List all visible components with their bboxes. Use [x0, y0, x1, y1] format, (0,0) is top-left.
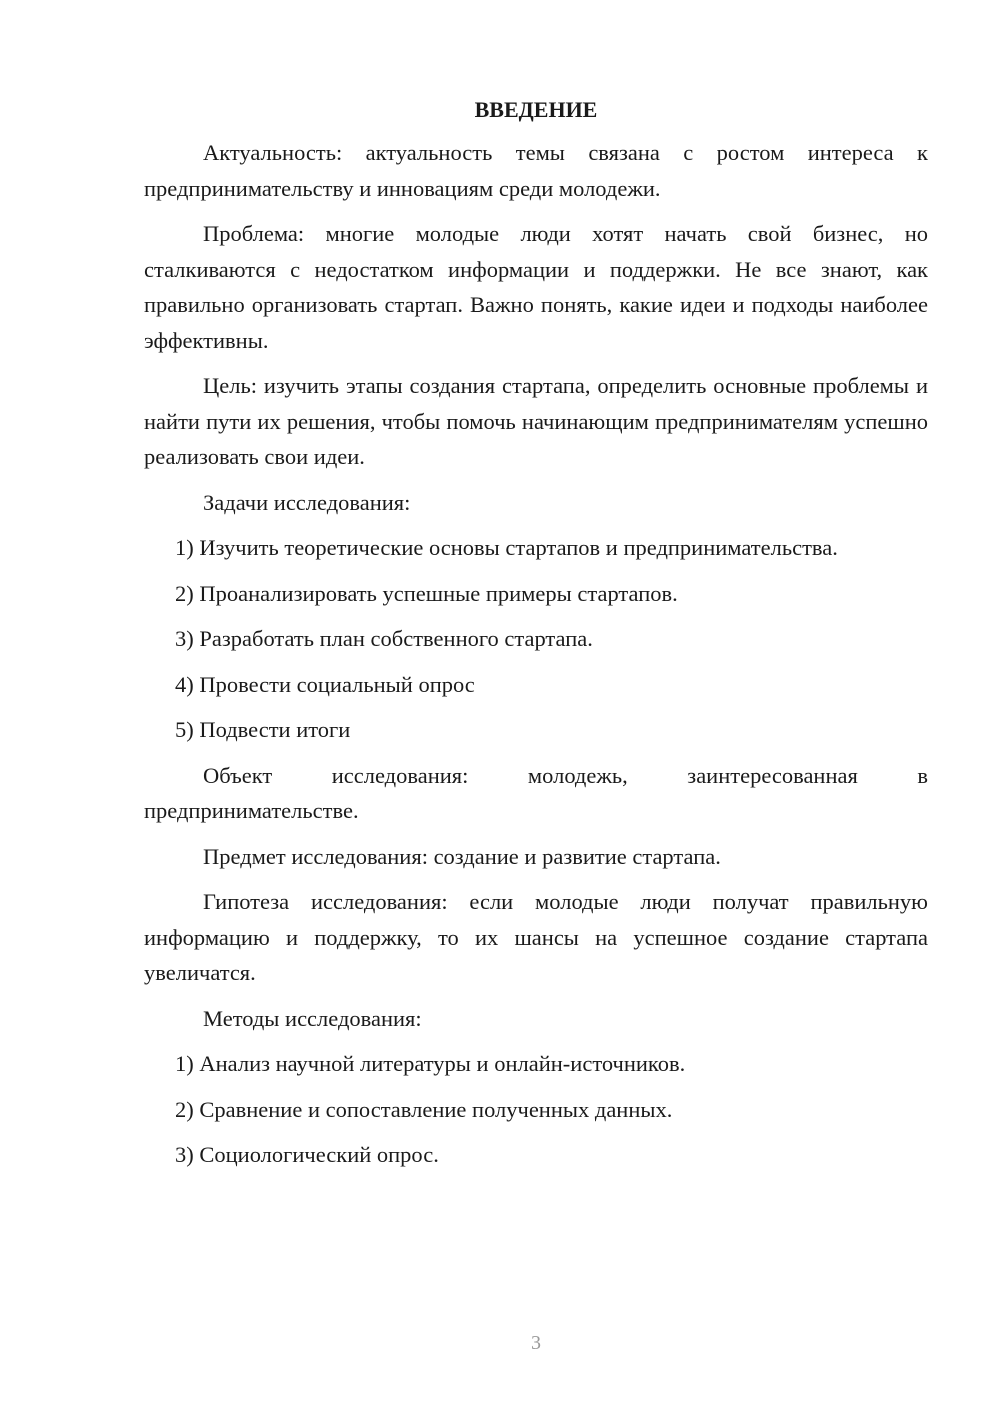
- page-content: [144, 94, 928, 1183]
- goal-paragraph: Цель: изучить этапы создания стартапа, определить основные проблемы и найти пути их решения, чтобы помочь начинающим предпринимателям успешно реализовать свои идеи.: [144, 373, 928, 469]
- task-item: 2) Проанализировать успешные примеры стартапов.: [175, 580, 678, 606]
- method-item: 1) Анализ научной литературы и онлайн-источников.: [175, 1051, 686, 1076]
- task-item: 4) Провести социальный опрос: [175, 671, 475, 697]
- page-number: 3: [531, 1332, 541, 1354]
- tasks-heading: Задачи исследования:: [203, 489, 411, 515]
- methods-heading: Методы исследования:: [203, 1005, 422, 1031]
- problem-paragraph: Проблема: многие молодые люди хотят начать свой бизнес, но сталкиваются с недостатком информации и поддержки. Не все знают, как правильно организовать стартап. Важно понять, какие идеи и подходы наиболее эффективны.: [144, 221, 928, 353]
- hypothesis-paragraph: Гипотеза исследования: если молодые люди получат правильную информацию и поддержку, то их шансы на успешное создание стартапа увеличатся.: [144, 889, 928, 985]
- relevance-paragraph: Актуальность: актуальность темы связана с ростом интереса к предпринимательству и инновациям среди молодежи.: [144, 140, 928, 201]
- page-title: ВВЕДЕНИЕ: [474, 97, 598, 122]
- object-paragraph-line: Объект исследования: молодежь, заинтересованная в: [203, 762, 928, 788]
- task-item: 3) Разработать план собственного стартапа.: [175, 626, 593, 651]
- task-item: 5) Подвести итоги: [175, 717, 351, 742]
- task-item: 1) Изучить теоретические основы стартапов и предпринимательства.: [175, 535, 838, 560]
- method-item: 2) Сравнение и сопоставление полученных данных.: [175, 1096, 673, 1122]
- subject-paragraph: Предмет исследования: создание и развитие стартапа.: [203, 843, 721, 869]
- method-item: 3) Социологический опрос.: [175, 1142, 439, 1167]
- object-paragraph-continuation: предпринимательстве.: [144, 798, 359, 823]
